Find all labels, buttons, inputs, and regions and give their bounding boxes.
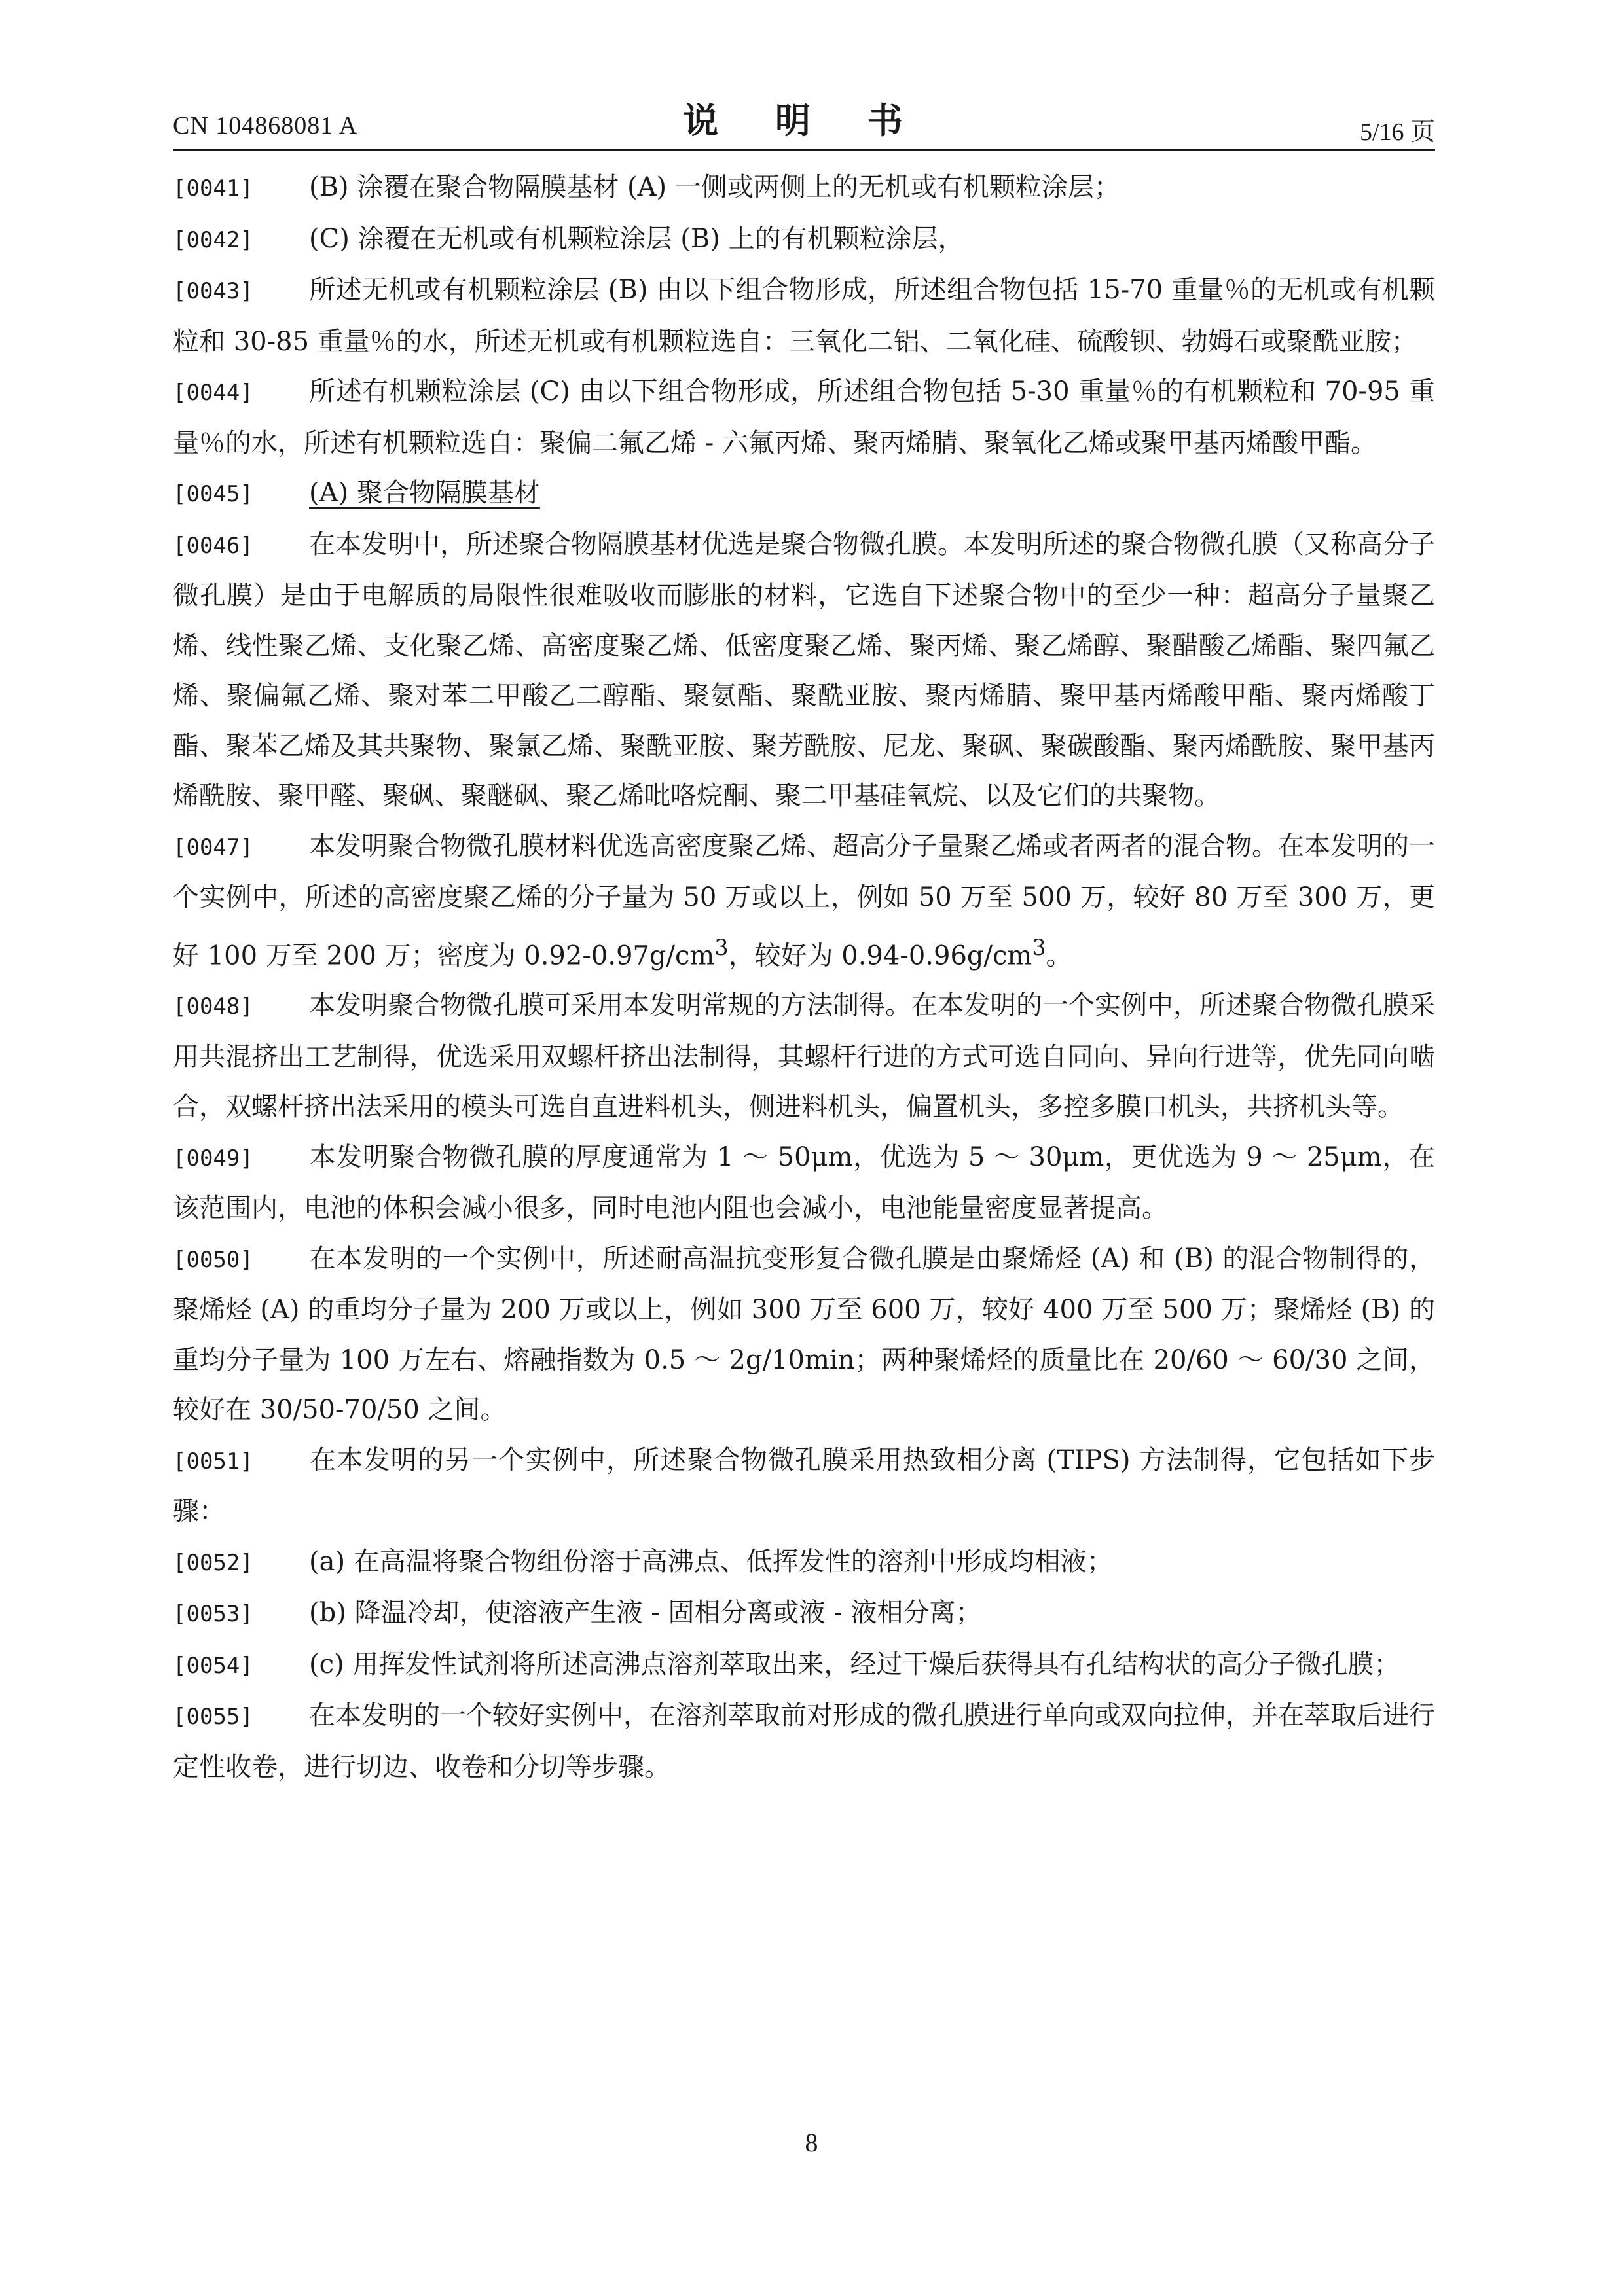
paragraph-number: [0050] xyxy=(173,1246,253,1273)
paragraph-number: [0045] xyxy=(173,481,253,507)
paragraph-number: [0055] xyxy=(173,1704,253,1731)
paragraph-number: [0054] xyxy=(173,1652,253,1679)
paragraph-0048 xyxy=(173,980,1435,1132)
header-rule xyxy=(173,149,1435,151)
paragraph-number: [0046] xyxy=(173,532,253,559)
paragraph-0049 xyxy=(173,1132,1435,1234)
paragraph-number: [0043] xyxy=(173,278,253,304)
page-counter: 5/16 页 xyxy=(1359,118,1435,146)
document-body xyxy=(173,162,1435,1792)
paragraph-0042 xyxy=(173,214,1435,266)
paragraph-text: 所述无机或有机颗粒涂层 (B) 由以下组合物形成，所述组合物包括 15-70 重量％的无机或有机颗粒和 30-85 重量％的水，所述无机或有机颗粒选自：三氧化二铝、二氧化硅、硫酸钡、勃姆石或聚酰亚胺； xyxy=(173,275,1435,357)
superscript: 3 xyxy=(1032,934,1046,960)
page-header xyxy=(173,92,1435,147)
paragraph-0043 xyxy=(173,265,1435,367)
paragraph-0055 xyxy=(173,1691,1435,1792)
paragraph-0044 xyxy=(173,367,1435,468)
paragraph-text: 在本发明中，所述聚合物隔膜基材优选是聚合物微孔膜。本发明所述的聚合物微孔膜（又称高分子微孔膜）是由于电解质的局限性很难吸收而膨胀的材料，它选自下述聚合物中的至少一种：超高分子量聚乙烯、线性聚乙烯、支化聚乙烯、高密度聚乙烯、低密度聚乙烯、聚丙烯、聚乙烯醇、聚醋酸乙烯酯、聚四氟乙烯、聚偏氟乙烯、聚对苯二甲酸乙二醇酯、聚氨酯、聚酰亚胺、聚丙烯腈、聚甲基丙烯酸甲酯、聚丙烯酸丁酯、聚苯乙烯及其共聚物、聚氯乙烯、聚酰亚胺、聚芳酰胺、尼龙、聚砜、聚碳酸酯、聚丙烯酰胺、聚甲基丙烯酰胺、聚甲醛、聚砜、聚醚砜、聚乙烯吡咯烷酮、聚二甲基硅氧烷、以及它们的共聚物。 xyxy=(173,529,1435,811)
paragraph-text: 在本发明的一个较好实例中，在溶剂萃取前对形成的微孔膜进行单向或双向拉伸，并在萃取后进行定性收卷，进行切边、收卷和分切等步骤。 xyxy=(173,1700,1435,1782)
section-subheading: (A) 聚合物隔膜基材 xyxy=(309,478,540,508)
paragraph-0051 xyxy=(173,1435,1435,1537)
paragraph-text: 所述有机颗粒涂层 (C) 由以下组合物形成，所述组合物包括 5-30 重量％的有机颗粒和 70-95 重量％的水，所述有机颗粒选自：聚偏二氟乙烯 - 六氟丙烯、聚丙烯腈、聚氧化乙烯或聚甲基丙烯酸甲酯。 xyxy=(173,376,1435,458)
page-title: 说 明 书 xyxy=(683,100,925,141)
paragraph-0047 xyxy=(173,821,1435,981)
paragraph-number: [0047] xyxy=(173,834,253,861)
paragraph-text: (c) 用挥发性试剂将所述高沸点溶剂萃取出来，经过干燥后获得具有孔结构状的高分子微孔膜； xyxy=(309,1649,1400,1679)
paragraph-0050 xyxy=(173,1234,1435,1435)
paragraph-0052 xyxy=(173,1537,1435,1588)
paragraph-text: 在本发明的一个实例中，所述耐高温抗变形复合微孔膜是由聚烯烃 (A) 和 (B) 的混合物制得的，聚烯烃 (A) 的重均分子量为 200 万或以上，例如 300 万至 600 万，较好 400 万至 500 万；聚烯烃 (B) 的重均分子量为 100 万左右、熔融指数为 0.5 ～ 2g/10min；两种聚烯烃的质量比在 20/60 ～ 60/30 之间，较好在 30/50-70/50 之间。 xyxy=(173,1243,1435,1426)
paragraph-number: [0052] xyxy=(173,1549,253,1576)
paragraph-number: [0042] xyxy=(173,226,253,253)
paragraph-text: 本发明聚合物微孔膜可采用本发明常规的方法制得。在本发明的一个实例中，所述聚合物微孔膜采用共混挤出工艺制得，优选采用双螺杆挤出法制得，其螺杆行进的方式可选自同向、异向行进等，优先同向啮合，双螺杆挤出法采用的模头可选自直进料机头，侧进料机头，偏置机头，多控多膜口机头，共挤机头等。 xyxy=(173,990,1435,1122)
paragraph-text: ，较好为 0.94-0.96g/cm xyxy=(728,940,1032,971)
paragraph-number: [0041] xyxy=(173,175,253,202)
paragraph-0054 xyxy=(173,1640,1435,1691)
paragraph-text: 本发明聚合物微孔膜材料优选高密度聚乙烯、超高分子量聚乙烯或者两者的混合物。在本发明的一个实例中，所述的高密度聚乙烯的分子量为 50 万或以上，例如 50 万至 500 万，较好 80 万至 300 万，更好 100 万至 200 万；密度为 0.92-0.97g/cm xyxy=(173,831,1435,971)
paragraph-0045 xyxy=(173,468,1435,520)
paragraph-text: (C) 涂覆在无机或有机颗粒涂层 (B) 上的有机颗粒涂层， xyxy=(309,223,964,254)
paragraph-0041 xyxy=(173,162,1435,214)
paragraph-number: [0048] xyxy=(173,994,253,1020)
paragraph-text: 。 xyxy=(1046,940,1072,971)
document-number: CN 104868081 A xyxy=(173,112,358,139)
paragraph-number: [0051] xyxy=(173,1448,253,1475)
paragraph-number: [0044] xyxy=(173,380,253,406)
paragraph-text: 本发明聚合物微孔膜的厚度通常为 1 ～ 50μm，优选为 5 ～ 30μm，更优选为 9 ～ 25μm，在该范围内，电池的体积会减小很多，同时电池内阻也会减小，电池能量密度显著提高。 xyxy=(173,1141,1435,1224)
page-number: 8 xyxy=(805,2128,818,2157)
paragraph-text: (b) 降温冷却，使溶液产生液 - 固相分离或液 - 液相分离； xyxy=(309,1598,982,1628)
paragraph-text: (B) 涂覆在聚合物隔膜基材 (A) 一侧或两侧上的无机或有机颗粒涂层； xyxy=(309,172,1120,202)
paragraph-0046 xyxy=(173,520,1435,821)
paragraph-text: 在本发明的另一个实例中，所述聚合物微孔膜采用热致相分离 (TIPS) 方法制得，它包括如下步骤： xyxy=(173,1444,1435,1527)
superscript: 3 xyxy=(714,934,729,960)
paragraph-0053 xyxy=(173,1588,1435,1640)
paragraph-text: (a) 在高温将聚合物组份溶于高沸点、低挥发性的溶剂中形成均相液； xyxy=(309,1546,1113,1577)
paragraph-number: [0053] xyxy=(173,1601,253,1628)
paragraph-number: [0049] xyxy=(173,1145,253,1172)
